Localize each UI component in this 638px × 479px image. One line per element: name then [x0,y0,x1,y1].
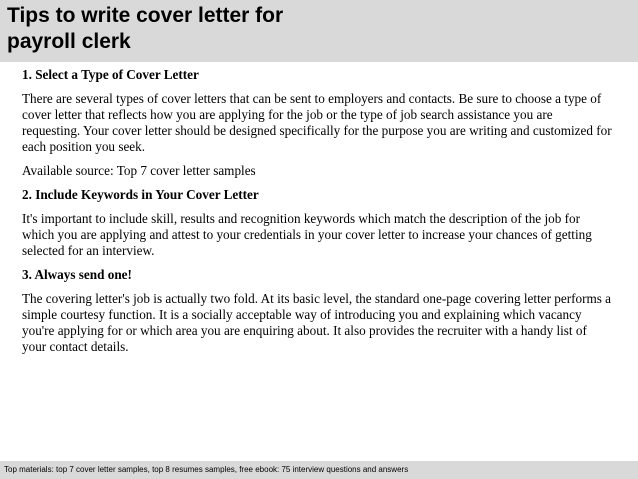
section-1-source-note: Available source: Top 7 cover letter samples [22,163,256,178]
slide-body [22,67,612,363]
section-2-paragraph: It's important to include skill, results and recognition keywords which match the description of the job for which you are applying and attest to your credentials in your cover letter to increase your chances of getting selected for an interview. [22,211,592,258]
section-3-paragraph: The covering letter's job is actually two fold. At its basic level, the standard one-page covering letter performs a simple courtesy function. It is a socially acceptable way of introducing you and explaining which vacancy you're applying for or which area you are enquiring about. It also provides the recruiter with a handy list of your contact details. [22,291,612,354]
section-2-heading: 2. Include Keywords in Your Cover Letter [22,187,259,202]
title-line-2: payroll clerk [7,30,131,53]
footer-band [0,461,638,479]
footer-text: Top materials: top 7 cover letter samples, top 8 resumes samples, free ebook: 75 interview questions and answers [4,465,409,474]
slide-title [7,3,567,55]
section-3-heading: 3. Always send one! [22,267,132,282]
title-band [0,0,638,62]
section-1-paragraph: There are several types of cover letters that can be sent to employers and contacts. Be sure to choose a type of cover letter that reflects how you are applying for the job or the type of job search assistance you are requesting. Your cover letter should be designed specifically for the purpose you are writing and customized for each position you seek. [22,91,612,154]
title-line-1: Tips to write cover letter for [7,4,284,27]
section-1-heading: 1. Select a Type of Cover Letter [22,67,199,82]
